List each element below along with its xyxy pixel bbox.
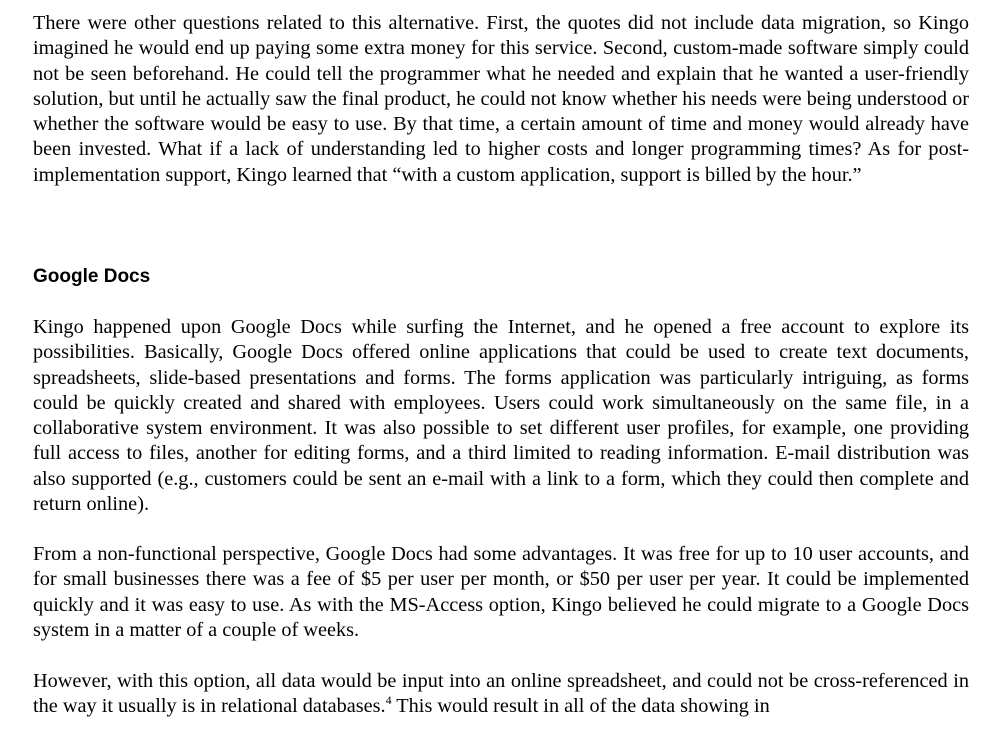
- footnote-marker: 4: [385, 693, 392, 708]
- paragraph-google-docs-limitations: [33, 669, 969, 720]
- paragraph-4-text-end: This would result in all of the data showing in: [391, 695, 770, 718]
- paragraph-4-text-start: However, with this option, all data would be input into an online spreadsheet, and could not be cross-referenced in the way it usually is in relational databases.: [33, 670, 969, 718]
- paragraph-google-docs-advantages: From a non-functional perspective, Google Docs had some advantages. It was free for up to 10 user accounts, and for small businesses there was a fee of $5 per user per month, or $50 per user per year. It could be implemented quickly and it was easy to use. As with the MS-Access option, Kingo believed he could migrate to a Google Docs system in a matter of a couple of weeks.: [33, 543, 969, 641]
- section-heading-google-docs: Google Docs: [33, 266, 151, 287]
- paragraph-google-docs-features: Kingo happened upon Google Docs while surfing the Internet, and he opened a free account to explore its possibilities. Basically, Google Docs offered online applications that could be used to create text documents, spreadsheets, slide-based presentations and forms. The forms application was particularly intriguing, as forms could be quickly created and shared with employees. Users could work simultaneously on the same file, in a collaborative system environment. It was also possible to set different user profiles, for example, one providing full access to files, another for editing forms, and a third limited to reading information. E-mail distribution was also supported (e.g., customers could be sent an e-mail with a link to a form, which they could then complete and return online).: [33, 316, 969, 516]
- paragraph-custom-software-questions: There were other questions related to this alternative. First, the quotes did not include data migration, so Kingo imagined he would end up paying some extra money for this service. Second, custom-made software simply could not be seen beforehand. He could tell the programmer what he needed and explain that he wanted a user-friendly solution, but until he actually saw the final product, he could not know whether his needs were being understood or whether the software would be easy to use. By that time, a certain amount of time and money would already have been invested. What if a lack of understanding led to higher costs and longer programming times? As for post-implementation support, Kingo learned that “with a custom application, support is billed by the hour.”: [33, 12, 969, 186]
